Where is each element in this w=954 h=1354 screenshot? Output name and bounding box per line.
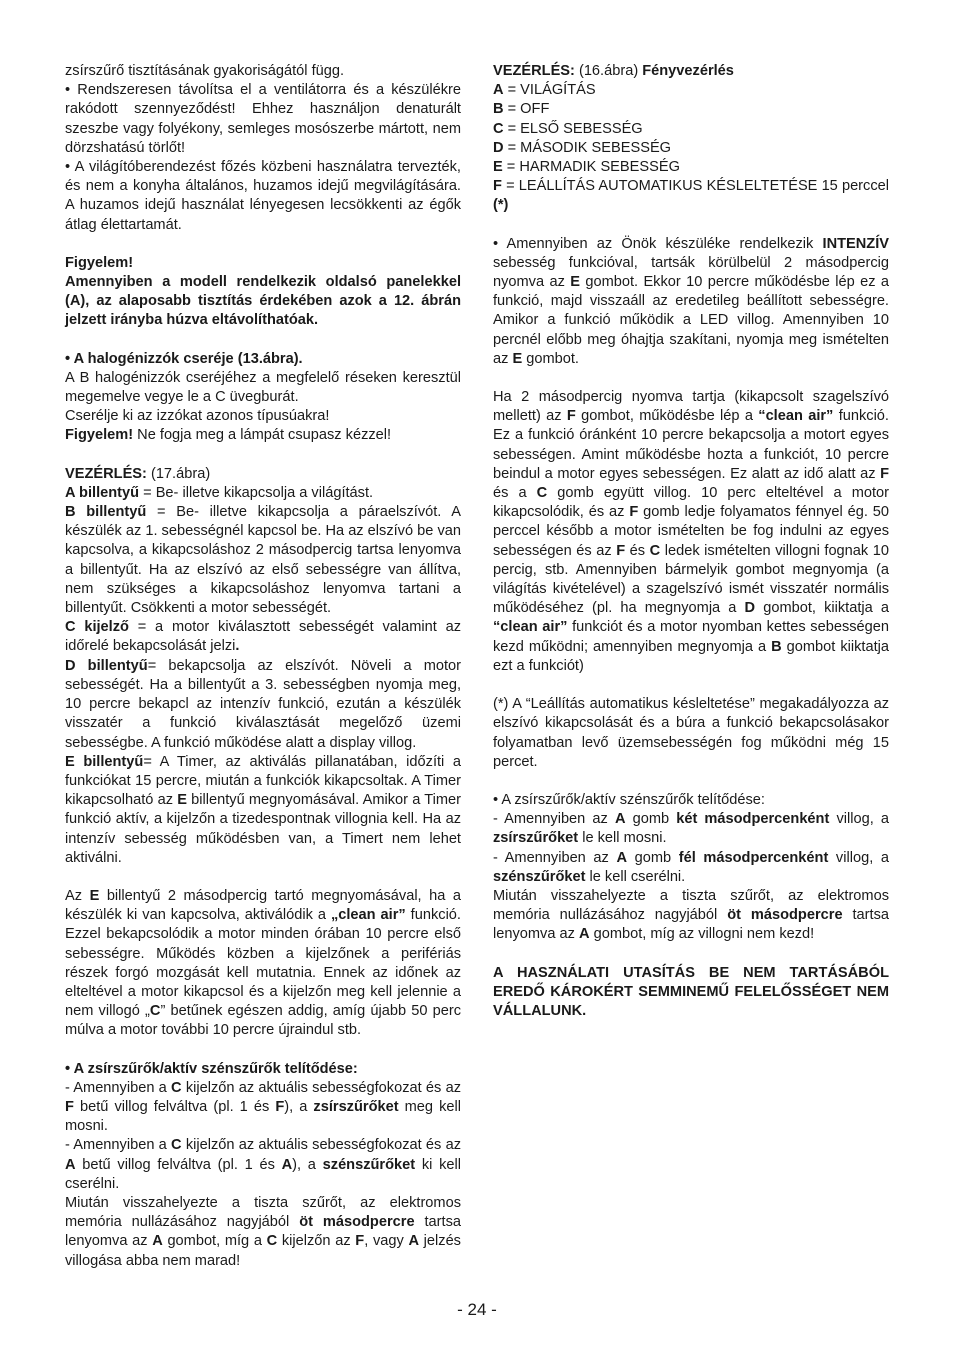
legend-item: A = VILÁGÍTÁS <box>493 82 596 99</box>
disclaimer: A HASZNÁLATI UTASÍTÁS BE NEM TARTÁSÁBÓL EREDŐ KÁROKÉRT SEMMINEMŰ FELELŐSSÉGET NEM VÁLLALUNK. <box>493 964 889 1019</box>
legend-item: B = OFF <box>493 101 550 118</box>
paragraph: Figyelem! Ne fogja meg a lámpát csupasz kézzel! <box>65 427 392 444</box>
legend-item: C = ELSŐ SEBESSÉG <box>493 120 643 137</box>
section-heading: • A zsírszűrők/aktív szénszűrők telítődése: <box>65 1060 358 1077</box>
right-column <box>493 62 889 1021</box>
intensive-paragraph: • Amennyiben az Önök készüléke rendelkezik INTENZÍV sebesség funkcióval, tartsák körülbelül 2 másodpercig nyomva az E gombot. Ekkor 10 percre működésbe lép ez a funkció, majd visszaáll az eredetileg beállított sebességre. Amikor a funkció működik a LED villog. Amennyiben 10 percnél előbb meg óhajtja szakítani, nyomja meg ismételten az E gombot. <box>493 235 889 367</box>
warning-text: Amennyiben a modell rendelkezik oldalsó panelekkel (A), az alaposabb tisztítás érdekében azok a 12. ábrán jelzett irányba húzva eltávolíthatóak. <box>65 274 461 329</box>
paragraph: Miután visszahelyezte a tiszta szűrőt, az elektromos memória nullázásához nagyjából öt másodpercre tartsa lenyomva az A gombot, míg a C kijelzőn az F, vagy A jelzés villogása abba nem marad! <box>65 1194 461 1269</box>
clean-air-paragraph: Ha 2 másodpercig nyomva tartja (kikapcsolt szagelszívó mellett) az F gombot, működésbe lép a “clean air” funkció. Ez a funkció óránként 10 percre bekapcsolja a motort egyes sebességen. Amint működésbe hozta a funkciót, 10 percre beindul a motor egyes sebességen. Ez alatt az idő alatt az F és a C gomb együtt villog. 10 perc elteltével a motor kikapcsolódik, és az F gomb ledje folyamatos fénnyel ég. 50 perccel később a motor ismételten be fog indulni az egyes sebességen és az F és C ledek ismételten villogni fognak 10 percig, stb. Amennyiben bármelyik gombot megnyomja (a világítás kivételével) a szagelszívó ismét visszatér normális működéséhez (pl. ha megnyomja a D gombot, kiiktatja a “clean air” funkciót és a motor nyomban kettes sebességen kezd működni; amennyiben megnyomja a B gombot kiiktatja ezt a funkciót) <box>493 389 890 674</box>
paragraph: A B halogénizzók cseréjéhez a megfelelő réseken keresztül megemelve vegye le a C üvegburát. <box>65 369 461 406</box>
paragraph: - Amennyiben a C kijelzőn az aktuális sebességfokozat és az F betű villog felváltva (pl. 1 és F), a zsírszűrőket meg kell mosni. <box>65 1079 461 1135</box>
section-heading: • A halogénizzók cseréje (13.ábra). <box>65 350 303 367</box>
footnote: (*) A “Leállítás automatikus késleltetése” megakadályozza az elszívó kikapcsolását és a búra a funkció bekapcsolásakor folyamatban levő üzemsebességén fog működni még 15 percet. <box>493 696 889 770</box>
clean-air-paragraph: Az E billentyű 2 másodpercig tartó megnyomásával, ha a készülék ki van kapcsolva, aktiválódik a „clean air” funkció. Ezzel bekapcsolódik a motor minden órában 10 percre első sebességre. Működés közben a kijelzőnek a perifériás részek forgó mozgását kell mutatnia. Ennek az időnek az elteltével a motor kikapcsol és a kijelzőn meg kell jelennie a nem villogó „C” betűnek egészen addig, amíg újabb 50 perc múlva a motor további 10 percre újraindul stb. <box>65 887 461 1039</box>
control-e: E billentyű= A Timer, az aktiválás pillanatában, időzíti a funkciókat 15 percre, miután a funkciók kikapcsoltak. A Timer kikapcsolható az E billentyű megnyomásával. Amikor a Timer funkció aktív, a kijelzőn a tizedespontnak villognia kell. Ha az intenzív sebesség működésben van, a Timert nem lehet aktiválni. <box>65 753 461 866</box>
control-a: A billentyű = Be- illetve kikapcsolja a világítást. <box>65 484 374 501</box>
control-d: D billentyű= bekapcsolja az elszívót. Növeli a motor sebességét. Ha a billentyűt a 3. sebességben nyomja meg, 10 percre bekapcl az intenzív funkció, ezután a készülék visszatér a funkció kiválasztását megelőző üzemi sebességbe. A funkció működése alatt a display villog. <box>65 657 462 751</box>
section-heading: VEZÉRLÉS: (17.ábra) <box>65 465 211 482</box>
paragraph: Cserélje ki az izzókat azonos típusúakra! <box>65 408 330 425</box>
legend-item: E = HARMADIK SEBESSÉG <box>493 159 680 176</box>
paragraph: Miután visszahelyezte a tiszta szűrőt, az elektromos memória nullázásához nagyjából öt másodpercre tartsa lenyomva az A gombot, míg az villogni nem kezd! <box>493 887 889 943</box>
warning-title: Figyelem! <box>65 254 134 271</box>
legend-item: D = MÁSODIK SEBESSÉG <box>493 139 672 156</box>
page-number: - 24 - <box>457 1300 497 1319</box>
paragraph: - Amennyiben az A gomb két másodpercenként villog, a zsírszűrőket le kell mosni. <box>493 811 889 847</box>
paragraph: zsírszűrő tisztításának gyakoriságától függ. <box>65 63 345 79</box>
section-heading: VEZÉRLÉS: (16.ábra) Fényvezérlés <box>493 63 734 79</box>
left-column <box>65 62 461 1271</box>
paragraph: • A világítóberendezést főzés közbeni használatra tervezték, és nem a konyha általános, huzamos idejű megvilágítására. A huzamos idejű használat lényegesen lecsökkenti az égők átlag élettartamát. <box>65 159 461 233</box>
paragraph: - Amennyiben az A gomb fél másodpercenként villog, a szénszűrőket le kell cserélni. <box>493 849 889 885</box>
legend-item: F = LEÁLLÍTÁS AUTOMATIKUS KÉSLELTETÉSE 15 perccel (*) <box>493 178 889 214</box>
paragraph: - Amennyiben a C kijelzőn az aktuális sebességfokozat és az A betű villog felváltva (pl. 1 és A), a szénszűrőket ki kell cserélni. <box>65 1137 462 1192</box>
control-c: C kijelző = a motor kiválasztott sebességét valamint az időrelé bekapcsolását jelzi. <box>65 619 461 655</box>
section-heading: • A zsírszűrők/aktív szénszűrők telítődése: <box>493 791 765 808</box>
control-b: B billentyű = Be- illetve kikapcsolja a páraelszívót. A készülék az 1. sebességnél kapcsol be. Ha az elszívó be van kapcsolva, a kikapcsoláshoz 2 másodpercig tartsa lenyomva a billentyűt. Ha az elszívó az első sebességre van állítva, nem szükséges a kikapcsoláshoz lenyomva tartani a billentyűt. Csökkenti a motor sebességét. <box>65 504 462 617</box>
paragraph: • Rendszeresen távolítsa el a ventilátorra és a készülékre rakódott szennyeződést! Ehhez használjon denaturált szeszbe vagy folyékony, semleges mosószerbe mártott, nem dörzshatású törlőt! <box>65 82 461 156</box>
